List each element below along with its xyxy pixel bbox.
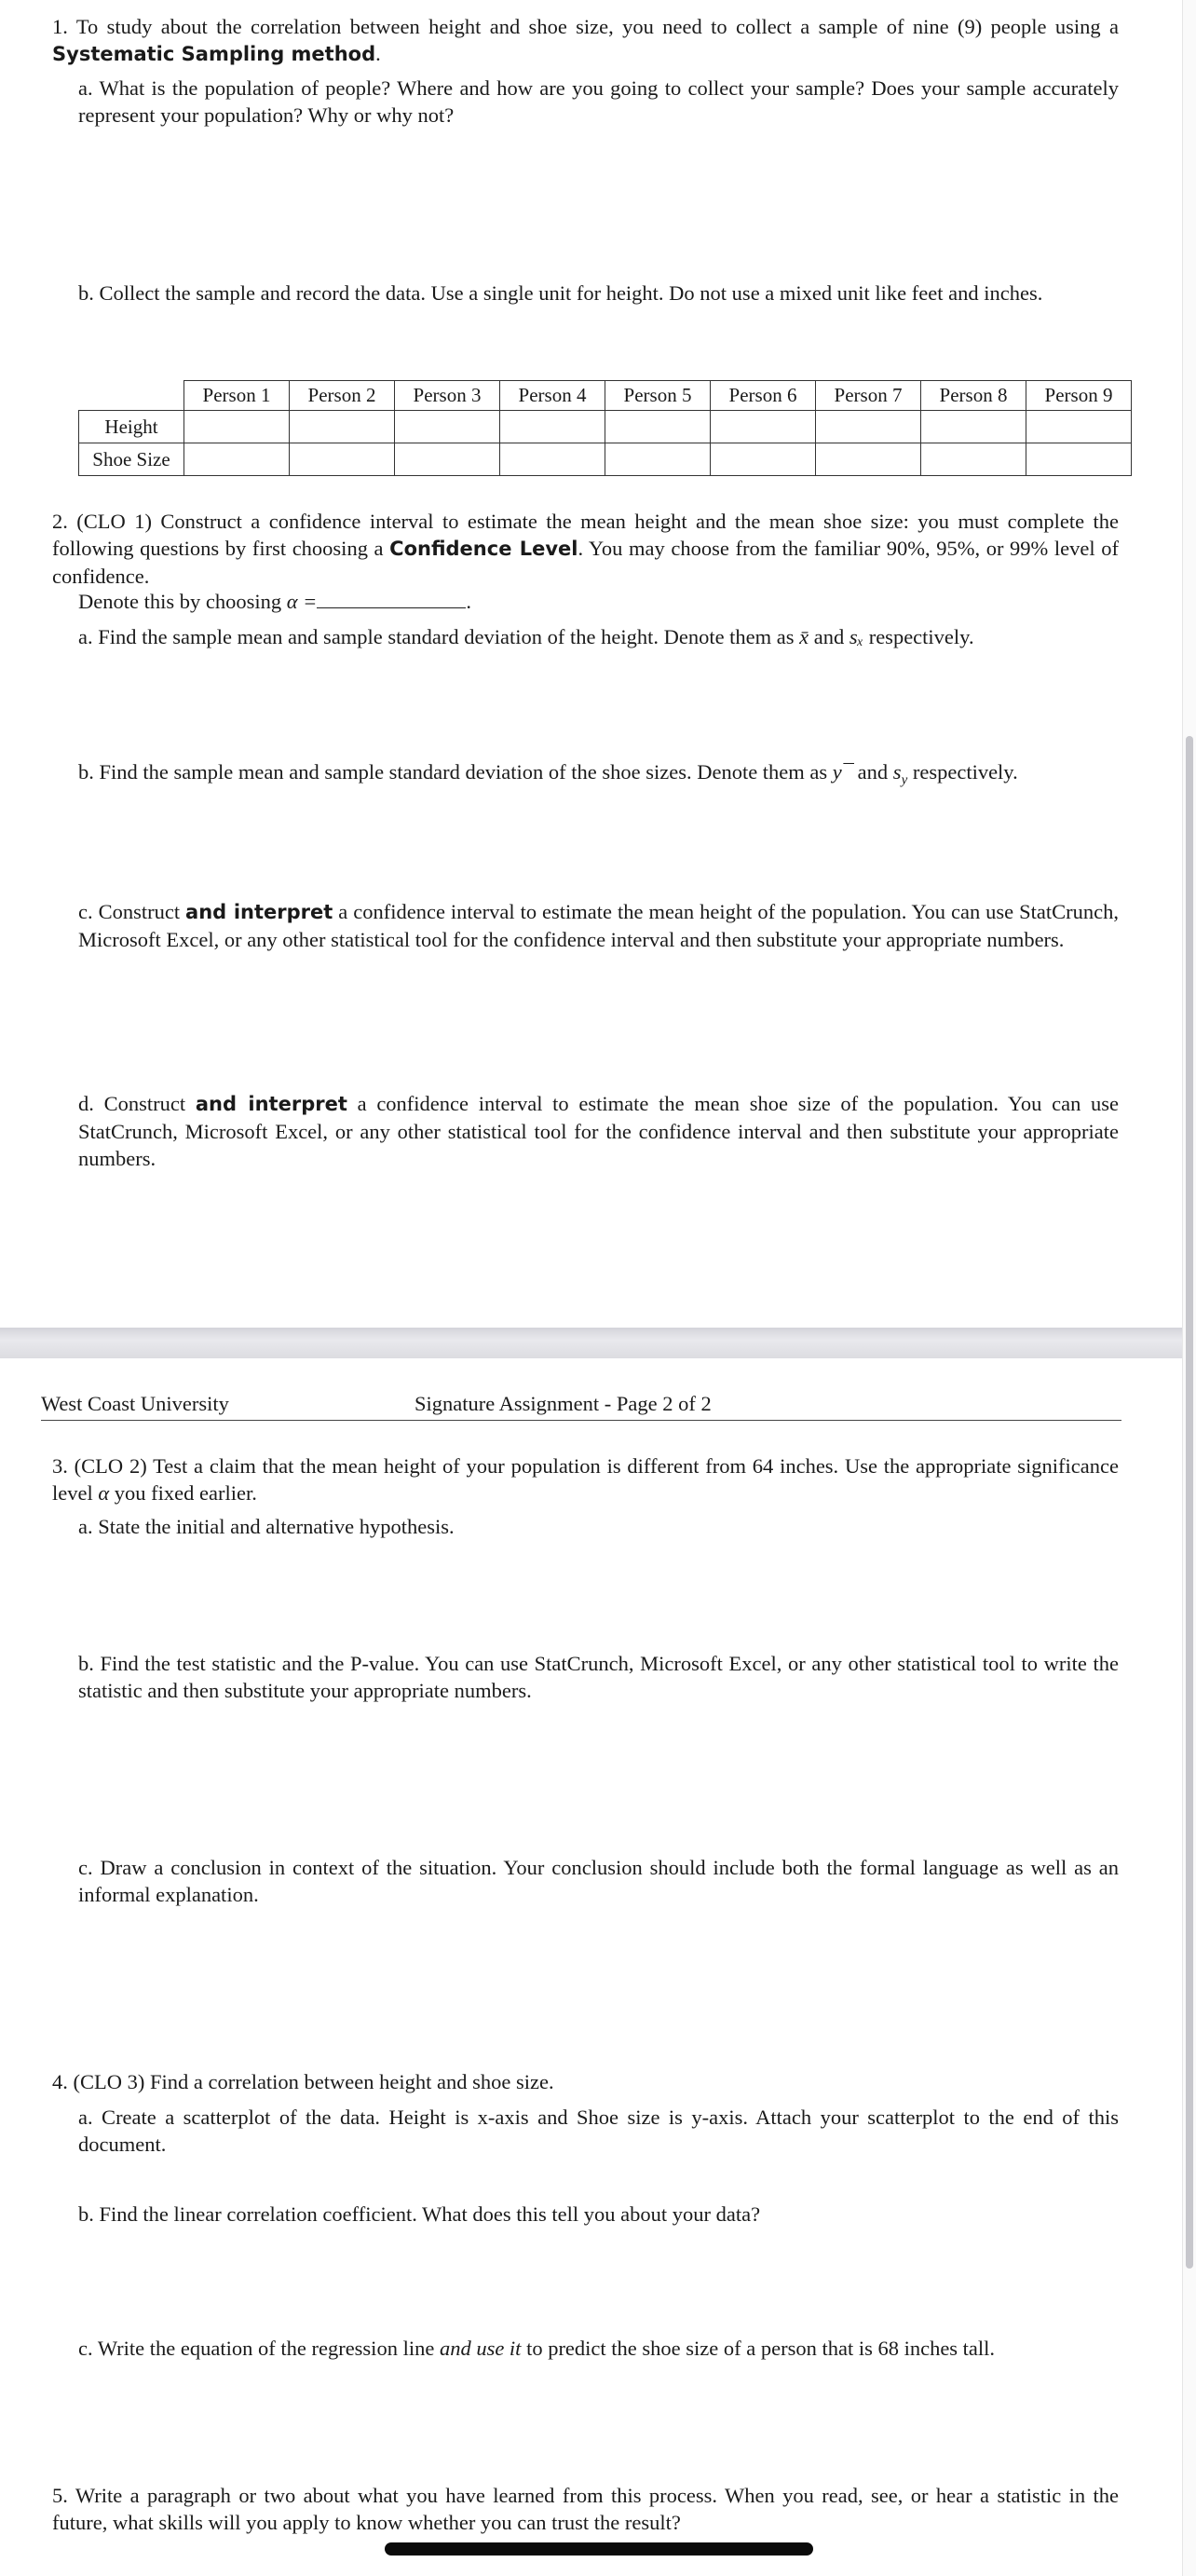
home-indicator[interactable] [385,2542,813,2556]
column-header: Person 1 [184,381,290,411]
table-cell[interactable] [395,443,500,476]
sy-symbol [892,760,908,788]
table-cell[interactable] [500,443,605,476]
q2b-text: b. Find the sample mean and sample standard deviation of the shoe sizes. Denote them as [78,760,828,784]
table-cell[interactable] [184,411,290,443]
table-row [79,411,1132,443]
question-number: 3. [52,1454,68,1478]
q2c-bold: and interpret [185,901,333,923]
column-header: Person 9 [1026,381,1132,411]
column-header: Person 5 [605,381,711,411]
question-4c [78,2335,1119,2362]
table-cell[interactable] [605,411,711,443]
question-4a: a. Create a scatterplot of the data. Height is x-axis and Shoe size is y-axis. Attach your scatterplot to the end of this document. [78,2106,1119,2156]
question-1: 1. To study about the correlation between height and shoe size, you need to collect a sample of nine (9) people using a Systematic Sampling method. [52,15,1120,65]
q2a-and: and [813,625,845,648]
data-table [78,380,1132,476]
question-2 [52,508,1119,590]
table-header-row [79,381,1132,411]
confidence-level-term: Confidence Level [389,538,578,560]
denote-text: Denote this by choosing [78,590,282,613]
table-cell[interactable] [816,411,921,443]
question-2d [78,1090,1119,1172]
q2d-bold: and interpret [195,1093,347,1115]
question-text: (CLO 1) Construct a confidence interval to estimate the mean height and the mean shoe size: you must complete the following questions by first choosing a [52,510,1119,560]
column-header: Person 7 [816,381,921,411]
alpha-symbol: α = [286,590,318,613]
question-1b: b. Collect the sample and record the data. Use a single unit for height. Do not use a mixed unit like feet and inches. [78,281,1043,305]
table-cell[interactable] [500,411,605,443]
question-4 [52,2068,1119,2095]
sx-symbol: sₓ [849,625,864,648]
question-text-cont: you fixed earlier. [114,1481,257,1505]
question-5 [52,2482,1119,2536]
header-page-info: Signature Assignment - Page 2 of 2 [415,1392,712,1415]
table-cell[interactable] [711,411,816,443]
q4c-after: to predict the shoe size of a person that is 68 inches tall. [526,2337,996,2360]
q2b-and: and [857,760,889,784]
question-number: 1. [52,15,68,38]
question-number: 5. [52,2484,68,2507]
q2c-start: c. Construct [78,900,181,923]
question-4b: b. Find the linear correlation coefficient. What does this tell you about your data? [78,2202,761,2226]
column-header: Person 2 [290,381,395,411]
table-cell[interactable] [605,443,711,476]
question-2b [78,758,1119,795]
sy-subscript: y [901,772,908,788]
question-number: 4. [52,2070,68,2093]
sampling-method-term: Systematic Sampling method [52,43,376,65]
q2d-start: d. Construct [78,1092,186,1115]
scrollbar-track[interactable] [1182,0,1196,2576]
sy-letter: s [892,760,902,784]
table-cell[interactable] [921,443,1026,476]
xbar-symbol: x̄ [799,625,809,648]
alpha-line: Denote this by choosing α = . [78,590,471,613]
question-3a: a. State the initial and alternative hypothesis. [78,1515,455,1538]
scrollbar-thumb[interactable] [1186,736,1193,2269]
table-cell[interactable] [1026,443,1132,476]
column-header: Person 4 [500,381,605,411]
table-cell[interactable] [290,411,395,443]
ybar-symbol: y¯ [832,760,853,784]
question-2a [78,623,1119,650]
page-gap [0,1328,1196,1358]
question-text: (CLO 3) Find a correlation between height and shoe size. [73,2070,554,2093]
question-text: (CLO 2) Test a claim that the mean height of your population is different from 64 inches. Use the appropriate significance level [52,1454,1119,1505]
question-text: To study about the correlation between height and shoe size, you need to collect a sample of nine (9) people using a [75,15,1120,38]
q2b-after: respectively. [912,760,1018,784]
q4c-text: c. Write the equation of the regression line [78,2337,435,2360]
question-1a: a. What is the population of people? Where and how are you going to collect your sample? Does your sample accurately represent your population? Why or why not? [78,76,1119,127]
alpha-symbol: α [98,1481,110,1505]
table-cell[interactable] [290,443,395,476]
table-cell[interactable] [921,411,1026,443]
row-header-height: Height [79,411,184,443]
q2a-text: a. Find the sample mean and sample standard deviation of the height. Denote them as [78,625,795,648]
question-3c: c. Draw a conclusion in context of the situation. Your conclusion should include both the formal language as well as an informal explanation. [78,1856,1119,1906]
column-header: Person 3 [395,381,500,411]
q2d-rest: a confidence interval to estimate the mean shoe size of the population. You can use StatCrunch, Microsoft Excel, or any other statistical tool for the confidence interval and then substitute your appropriate numbers. [78,1092,1120,1170]
page-header [41,1392,1121,1421]
table-cell[interactable] [816,443,921,476]
header-university: West Coast University [41,1392,229,1415]
question-2c [78,898,1119,953]
q2c-rest: a confidence interval to estimate the mean height of the population. You can use StatCrunch, Microsoft Excel, or any other statistical tool for the confidence interval and then substitute your appropriate numbers. [78,900,1119,951]
q4c-italic: and use it [439,2337,522,2360]
document-page-2 [0,1358,1183,2576]
row-header-shoe-size: Shoe Size [79,443,184,476]
question-3 [52,1452,1119,1506]
table-corner-cell [79,381,184,411]
question-3b: b. Find the test statistic and the P-value. You can use StatCrunch, Microsoft Excel, or any other statistical tool to write the statistic and then substitute your appropriate numbers. [78,1652,1119,1702]
question-number: 2. [52,510,68,533]
table-cell[interactable] [711,443,816,476]
question-text-cont: . You may choose from the familiar 90%, 95%, or 99% level of confidence. [52,537,1119,588]
table-cell[interactable] [395,411,500,443]
q2a-after: respectively. [868,625,974,648]
table-cell[interactable] [1026,411,1132,443]
table-cell[interactable] [184,443,290,476]
column-header: Person 6 [711,381,816,411]
column-header: Person 8 [921,381,1026,411]
alpha-blank[interactable] [317,589,466,608]
question-text: Write a paragraph or two about what you have learned from this process. When you read, see, or hear a statistic in the future, what skills will you apply to know whether you can trust the result? [52,2484,1119,2534]
table-row [79,443,1132,476]
